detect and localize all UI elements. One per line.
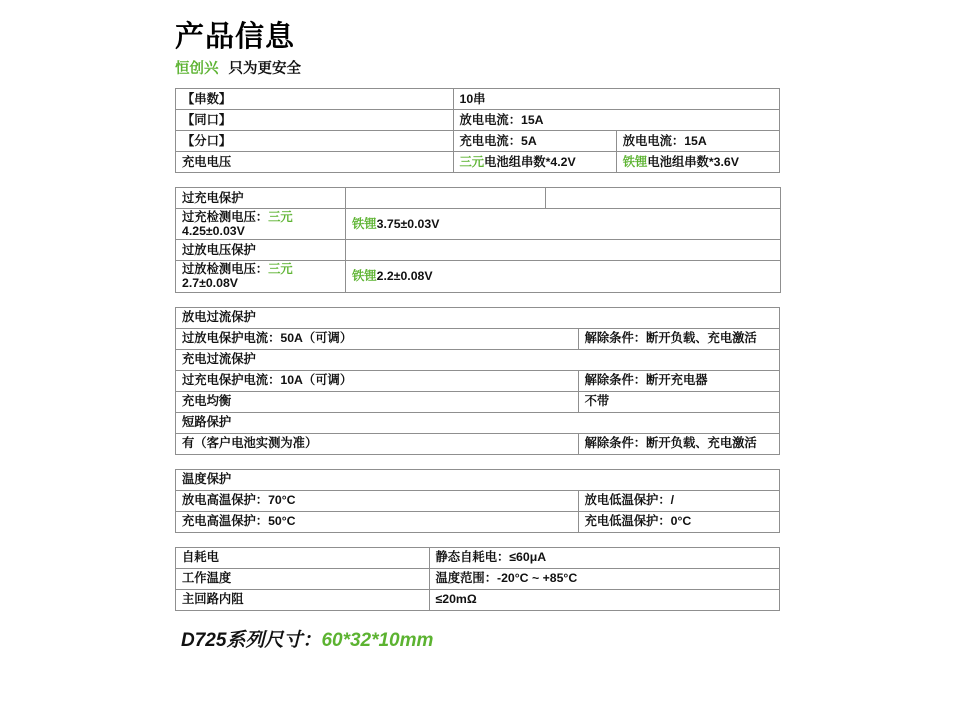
spec-table-misc	[175, 547, 780, 611]
table-row	[176, 391, 780, 412]
cell-label: 过放电保护电流：50A（可调）	[176, 328, 579, 349]
chemistry-lifepo4-label: 铁锂	[352, 269, 377, 284]
table-row	[176, 349, 780, 370]
cell-value	[346, 188, 546, 209]
table-row	[176, 261, 781, 292]
table-row	[176, 589, 780, 610]
spec-table-temperature	[175, 469, 780, 533]
table-row	[176, 89, 780, 110]
cell-value: 解除条件：断开负载、充电激活	[578, 433, 779, 454]
cell-label: 过放电压保护	[176, 240, 346, 261]
cell-value: 温度范围：-20°C ~ +85°C	[429, 568, 780, 589]
cell-value: 解除条件：断开负载、充电激活	[578, 328, 779, 349]
table-row	[176, 469, 780, 490]
cell-value-text: 2.2±0.08V	[376, 269, 433, 284]
cell-label	[176, 261, 346, 292]
table-row	[176, 307, 780, 328]
table-row	[176, 152, 780, 173]
cell-value: ≤20mΩ	[429, 589, 780, 610]
spec-table-current	[175, 307, 780, 455]
cell-value: 不带	[578, 391, 779, 412]
cell-value-text: 2.7±0.08V	[182, 276, 238, 291]
chemistry-lifepo4-label: 铁锂	[622, 154, 648, 169]
cell-label: 短路保护	[176, 412, 780, 433]
cell-value-text: 电池组串数*4.2V	[484, 154, 576, 169]
cell-label: 【串数】	[176, 89, 454, 110]
cell-value-text: 4.25±0.03V	[182, 224, 245, 239]
cell-label: 放电过流保护	[176, 307, 780, 328]
table-row	[176, 209, 781, 240]
chemistry-ternary-label: 三元	[268, 262, 293, 277]
cell-value: 解除条件：断开充电器	[578, 370, 779, 391]
table-row	[176, 188, 781, 209]
table-row	[176, 568, 780, 589]
cell-value	[346, 209, 781, 240]
cell-label: 【同口】	[176, 110, 454, 131]
brand-slogan	[175, 57, 780, 78]
table-row	[176, 110, 780, 131]
cell-label: 充电均衡	[176, 391, 579, 412]
cell-value-text: 电池组串数*3.6V	[647, 154, 739, 169]
chemistry-ternary-label: 三元	[268, 210, 293, 224]
spec-table-basic	[175, 88, 780, 173]
cell-label: 工作温度	[176, 568, 430, 589]
brand-name: 恒创兴	[175, 61, 219, 77]
cell-label: 过充电保护电流：10A（可调）	[176, 370, 579, 391]
cell-value: 充电电流：5A	[453, 131, 616, 152]
cell-label: 充电过流保护	[176, 349, 780, 370]
cell-label: 温度保护	[176, 469, 780, 490]
cell-value: 放电低温保护：/	[578, 490, 779, 511]
slogan-text: 只为更安全	[228, 61, 301, 77]
table-row	[176, 131, 780, 152]
cell-value: 充电低温保护：0°C	[578, 511, 779, 532]
cell-label: 充电电压	[176, 152, 454, 173]
cell-value-text: 3.75±0.03V	[376, 217, 440, 232]
cell-value: 10串	[453, 89, 780, 110]
dimension-footer	[175, 625, 780, 652]
table-row	[176, 490, 780, 511]
cell-label: 有（客户电池实测为准）	[176, 433, 579, 454]
chemistry-lifepo4-label: 铁锂	[352, 217, 377, 232]
cell-value: 静态自耗电：≤60μA	[429, 547, 780, 568]
cell-label-text: 过充检测电压：	[182, 210, 269, 224]
table-row	[176, 328, 780, 349]
cell-label: 放电高温保护：70°C	[176, 490, 579, 511]
cell-label: 自耗电	[176, 547, 430, 568]
table-row	[176, 433, 780, 454]
spec-table-voltage	[175, 187, 781, 293]
cell-value	[546, 188, 781, 209]
cell-value: 放电电流：15A	[616, 131, 779, 152]
cell-value	[616, 152, 779, 173]
cell-label: 【分口】	[176, 131, 454, 152]
table-row	[176, 370, 780, 391]
cell-label: 过充电保护	[176, 188, 346, 209]
cell-value: 放电电流：15A	[453, 110, 780, 131]
dimension-value: 60*32*10mm	[321, 629, 434, 651]
table-row	[176, 547, 780, 568]
cell-value	[453, 152, 616, 173]
page-title: 产品信息	[175, 21, 296, 53]
table-row	[176, 511, 780, 532]
cell-label	[176, 209, 346, 240]
cell-label-text: 过放检测电压：	[182, 262, 269, 277]
cell-value	[346, 261, 781, 292]
table-row	[176, 412, 780, 433]
cell-label: 充电高温保护：50°C	[176, 511, 579, 532]
cell-value	[346, 240, 781, 261]
cell-label: 主回路内阻	[176, 589, 430, 610]
dimension-label: D725系列尺寸：	[181, 629, 322, 651]
table-row	[176, 240, 781, 261]
chemistry-ternary-label: 三元	[459, 154, 485, 169]
